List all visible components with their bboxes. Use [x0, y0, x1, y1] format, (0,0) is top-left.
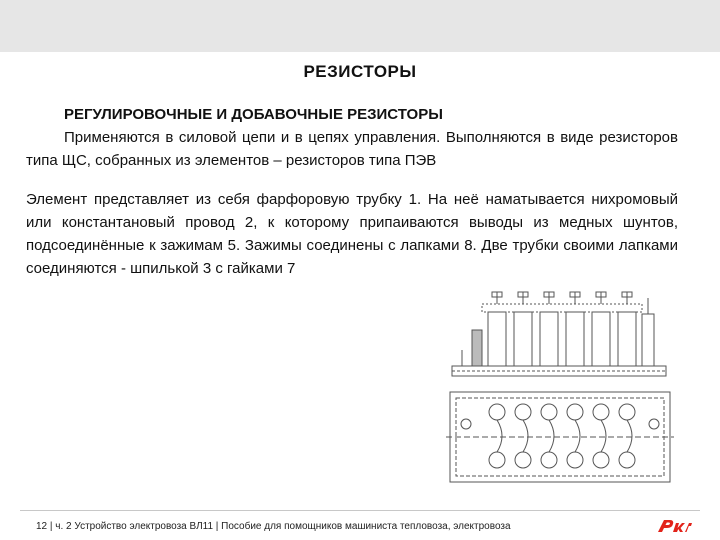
footer-text: 12 | ч. 2 Устройство электровоза ВЛ11 | Пособие для помощников машиниста тепловоза, электровоза [36, 521, 511, 532]
clamp-row-top [489, 404, 635, 420]
slide-subtitle: РЕГУЛИРОВОЧНЫЕ И ДОБАВОЧНЫЕ РЕЗИСТОРЫ [64, 106, 443, 123]
footer [20, 510, 700, 539]
slide-body [26, 103, 678, 280]
clamp-row-bottom [489, 452, 635, 468]
resistor-top-view [446, 392, 674, 482]
slide-title: РЕЗИСТОРЫ [303, 62, 417, 81]
rzd-logo-icon [656, 517, 694, 535]
resistor-side-view [452, 292, 666, 376]
resistor-assembly-drawing [444, 290, 676, 490]
paragraph-application: Применяются в силовой цепи и в цепях управления. Выполняются в виде резисторов типа ЩС, собранных из элементов – резисторов типа ПЭВ [26, 129, 678, 169]
paragraph-element-description: Элемент представляет из себя фарфоровую трубку 1. На неё наматывается нихромовый или константановый провод 2, к которому припаиваются выводы из медных шунтов, подсоединённые к зажимам 5. Зажимы соединены с лапками 8. Две трубки своими лапками соединяются - шпилькой 3 с гайками 7 [26, 191, 678, 277]
header-bar [0, 0, 720, 52]
resistor-tubes [482, 292, 642, 366]
